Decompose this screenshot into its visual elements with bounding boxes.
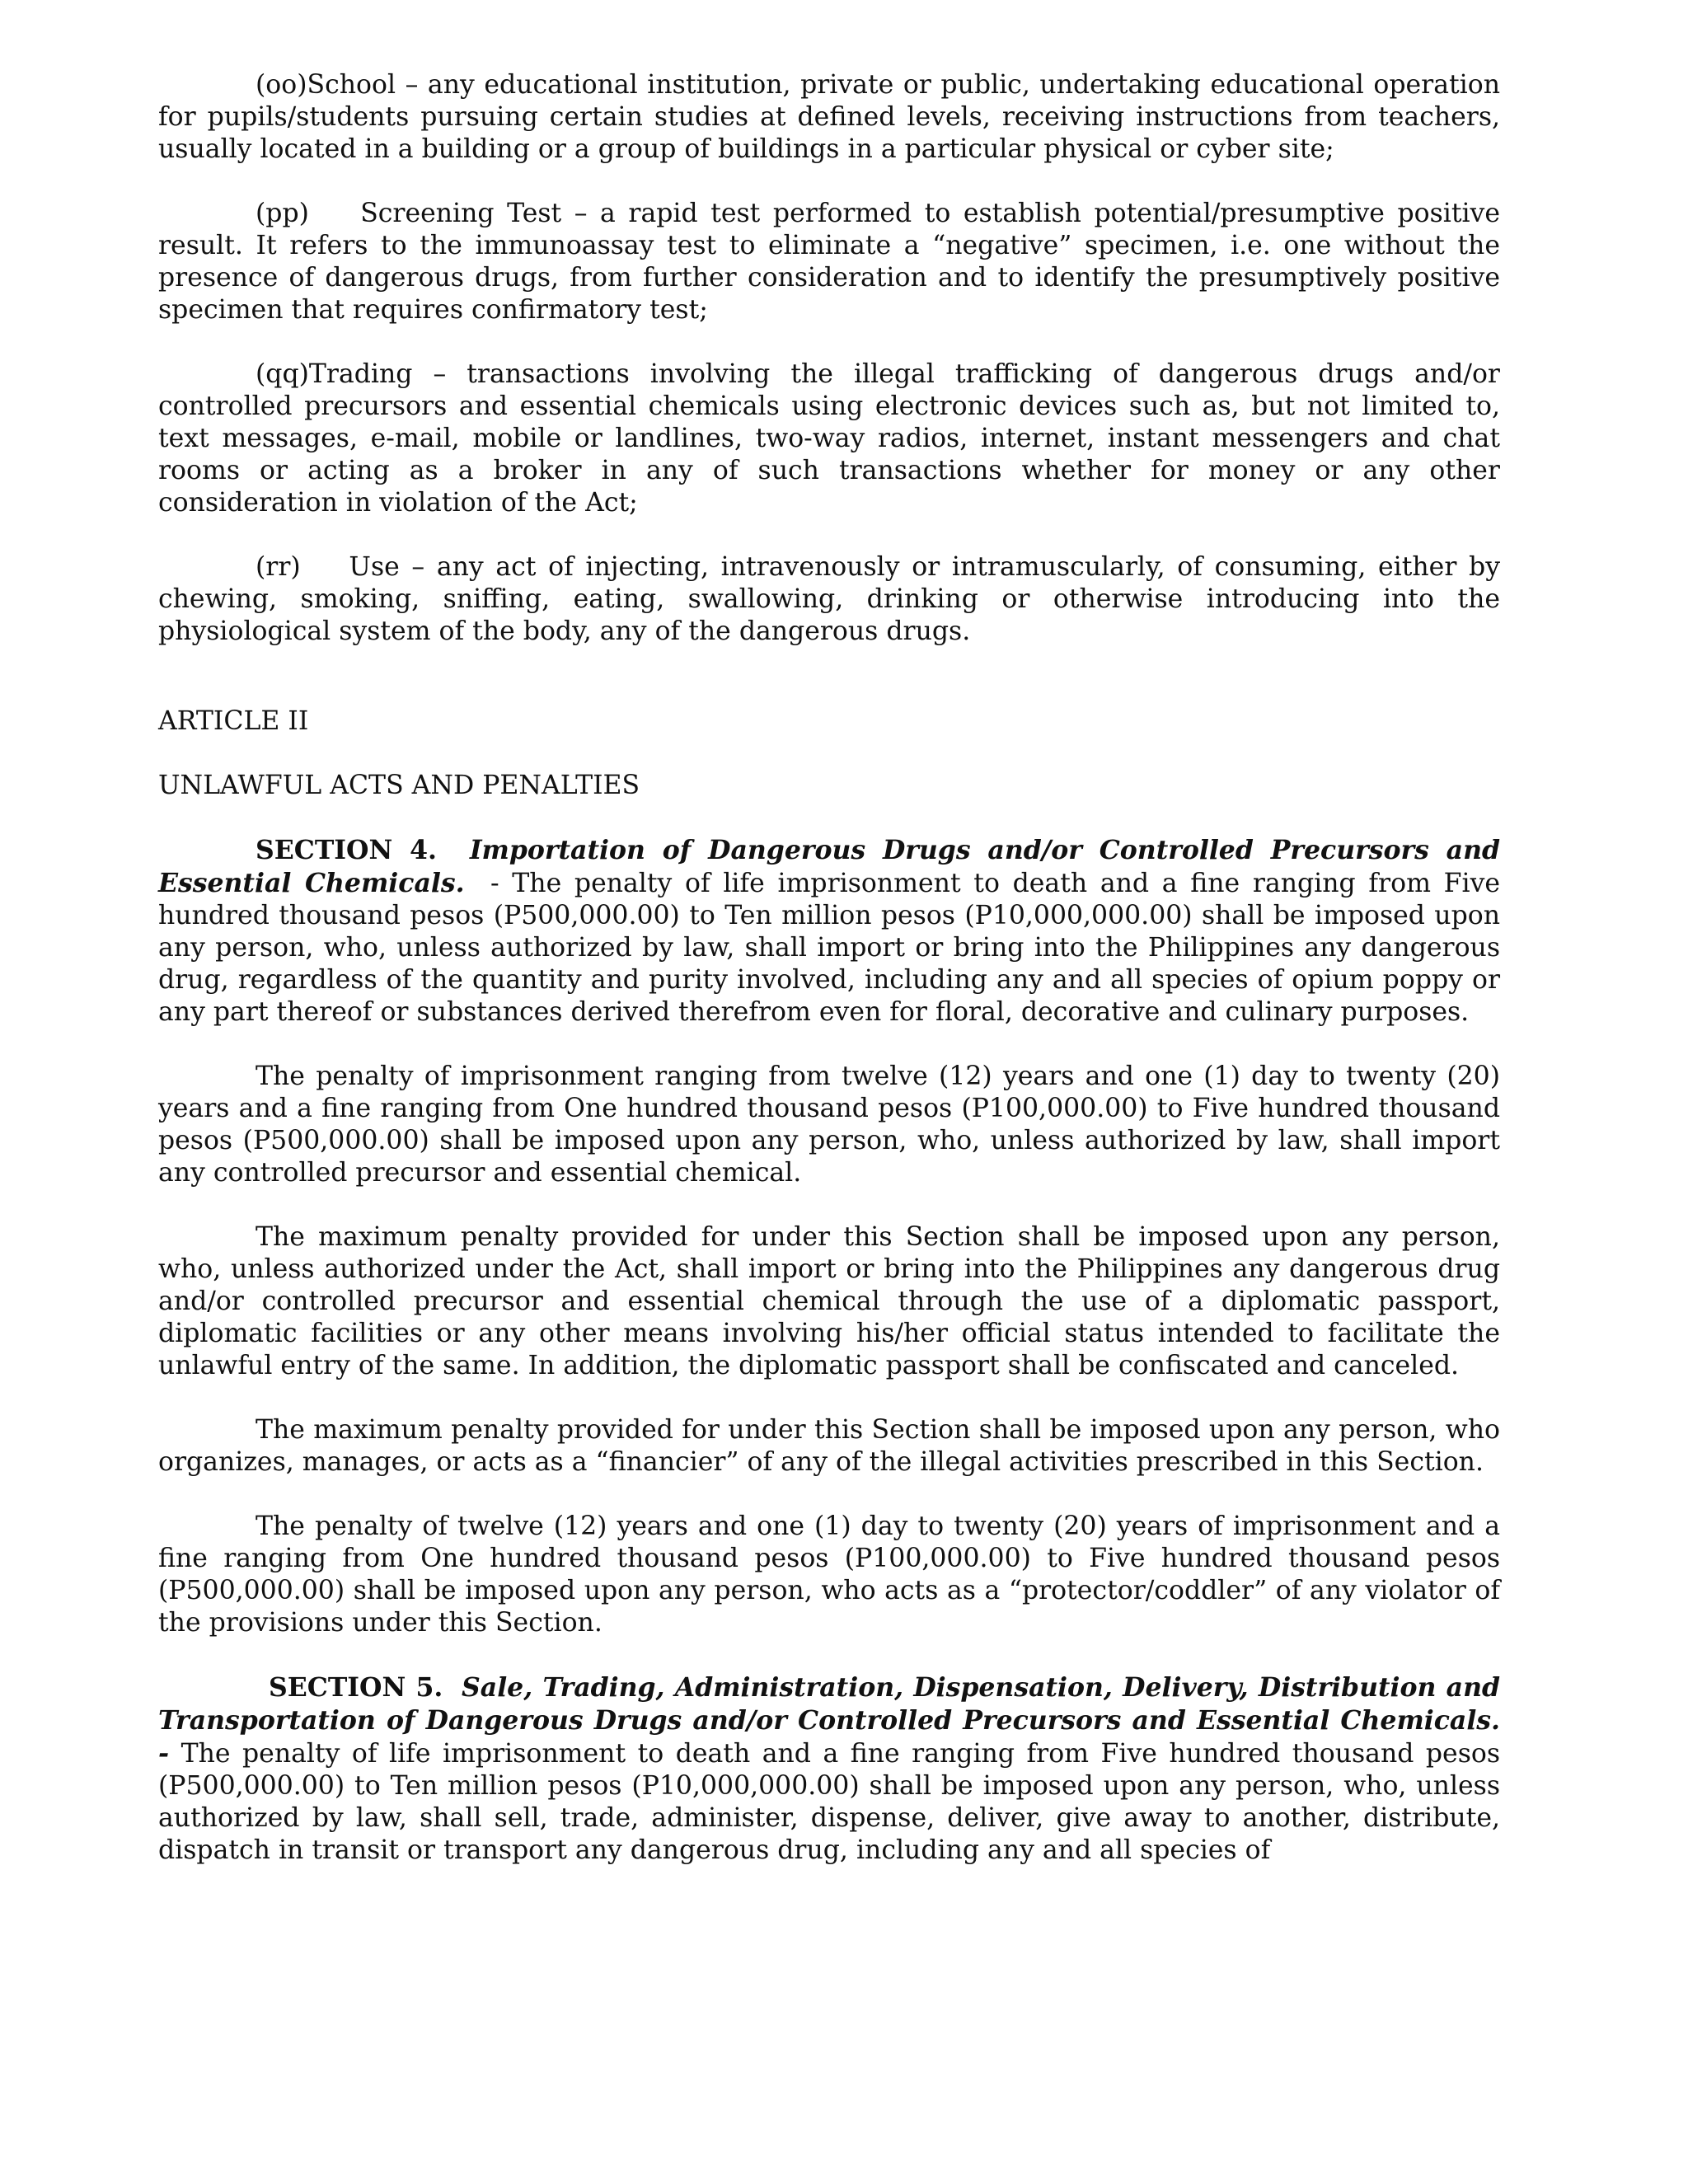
definition-label: (qq)	[256, 359, 309, 389]
article-title: UNLAWFUL ACTS AND PENALTIES	[158, 771, 640, 800]
definition-oo	[158, 69, 1500, 166]
section-5-intro: The penalty of life imprisonment to death and a fine ranging from Five hundred thousand pesos (P500,000.00) to Ten million pesos (P10,000,000.00) shall be imposed upon any person, who, unless authorized by law, shall sell, trade, administer, dispense, deliver, give away to another, distribute, dispatch in transit or transport any dangerous drug, including any and all species of	[158, 1739, 1500, 1865]
section-4-paragraph-2: The penalty of imprisonment ranging from twelve (12) years and one (1) day to twenty (20) years and a fine ranging from One hundred thousand pesos (P100,000.00) to Five hundred thousand pesos (P500,000.00) shall be imposed upon any person, who, unless authorized by law, shall import any controlled precursor and essential chemical.	[158, 1062, 1500, 1188]
definition-text: Screening Test – a rapid test performed to establish potential/presumptive positive result. It refers to the immunoassay test to eliminate a “negative” specimen, i.e. one without the presence of dangerous drugs, from further consideration and to identify the presumptively positive specimen that requires confirmatory test;	[158, 199, 1500, 325]
definition-label: (oo)	[256, 70, 307, 100]
section-4-paragraph-4: The maximum penalty provided for under this Section shall be imposed upon any person, who organizes, manages, or acts as a “financier” of any of the illegal activities prescribed in this Section.	[158, 1415, 1500, 1477]
section-4-paragraph-3: The maximum penalty provided for under this Section shall be imposed upon any person, who, unless authorized under the Act, shall import or bring into the Philippines any dangerous drug and/or controlled precursor and essential chemical through the use of a diplomatic passport, diplomatic facilities or any other means involving his/her official status intended to facilitate the unlawful entry of the same. In addition, the diplomatic passport shall be confiscated and canceled.	[158, 1222, 1500, 1380]
section-4-number: SECTION 4.	[256, 835, 437, 865]
section-5-number: SECTION 5.	[269, 1672, 443, 1703]
definition-text: Trading – transactions involving the illegal trafficking of dangerous drugs and/or controlled precursors and essential chemicals using electronic devices such as, but not limited to, text messages, e-mail, mobile or landlines, two-way radios, internet, instant messengers and chat rooms or acting as a broker in any of such transactions whether for money or any other consideration in violation of the Act;	[158, 359, 1500, 518]
section-4-intro: - The penalty of life imprisonment to death and a fine ranging from Five hundred thousand pesos (P500,000.00) to Ten million pesos (P10,000,000.00) shall be imposed upon any person, who, unless authorized by law, shall import or bring into the Philippines any dangerous drug, regardless of the quantity and purity involved, including any and all species of opium poppy or any part thereof or substances derived therefrom even for floral, decorative and culinary purposes.	[158, 869, 1501, 1027]
definition-pp	[158, 198, 1500, 326]
document-page	[158, 69, 1500, 1867]
definition-qq	[158, 359, 1500, 519]
section-4-paragraph	[158, 834, 1500, 1029]
section-4-paragraph-5: The penalty of twelve (12) years and one (1) day to twenty (20) years of imprisonment and a fine ranging from One hundred thousand pesos (P100,000.00) to Five hundred thousand pesos (P500,000.00) shall be imposed upon any person, who acts as a “protector/coddler” of any violator of the provisions under this Section.	[158, 1511, 1500, 1638]
definition-label: (rr)	[256, 552, 301, 582]
section-5-paragraph	[158, 1671, 1500, 1867]
definition-text: Use – any act of injecting, intravenously or intramuscularly, of consuming, either by chewing, smoking, sniffing, eating, swallowing, drinking or otherwise introducing into the physiological system of the body, any of the dangerous drugs.	[158, 552, 1501, 646]
section-5-title: Sale, Trading, Administration, Dispensation, Delivery, Distribution and Transportation of Dangerous Drugs and/or Controlled Precursors and Essential Chemicals. -	[158, 1672, 1501, 1769]
definition-label: (pp)	[256, 199, 309, 228]
article-number: ARTICLE II	[158, 706, 309, 736]
section-4-title: Importation of Dangerous Drugs and/or Controlled Precursors and Essential Chemicals.	[158, 835, 1500, 898]
definition-text: School – any educational institution, private or public, undertaking educational operation for pupils/students pursuing certain studies at defined levels, receiving instructions from teachers, usually located in a building or a group of buildings in a particular physical or cyber site;	[158, 70, 1500, 164]
definition-rr	[158, 551, 1500, 648]
